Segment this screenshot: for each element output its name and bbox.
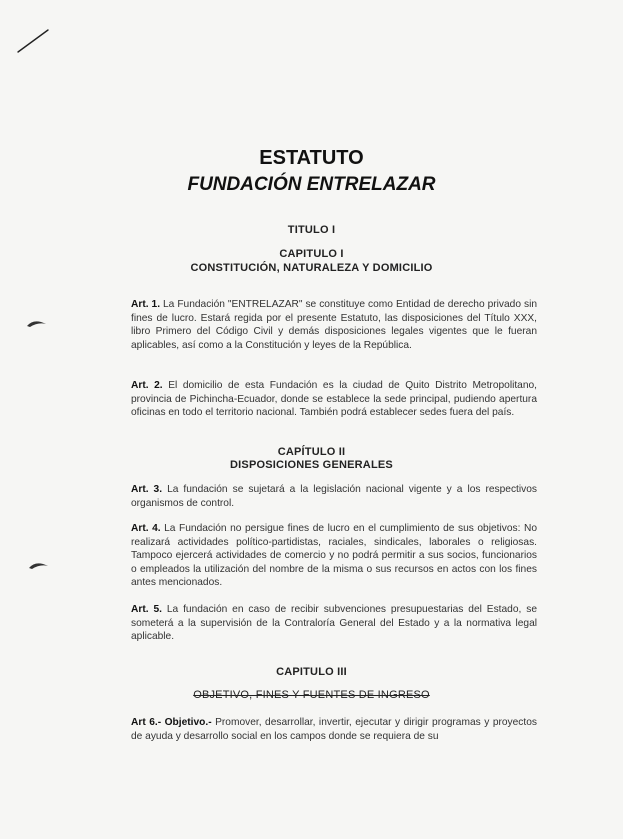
article-2-text: El domicilio de esta Fundación es la ciudad de Quito Distrito Metropolitano, provincia de Pichincha-Ecuador, donde se establece la sede principal, pudiendo apertura oficinas en todo el territorio nacional. También podrá establecer sedes fuera del país. bbox=[131, 380, 537, 418]
article-1-label: Art. 1. bbox=[131, 299, 161, 310]
article-4-text: La Fundación no persigue fines de lucro en el cumplimiento de sus objetivos: No realizará actividades político-partidistas, raciales, sindicales, laborales o religiosas. Tampoco ejercerá actividades de comercio y no podrá permitir a sus socios, funcionarios o empleados la utilización del nombre de la misma o sus recursos en actos con los fines antes mencionados. bbox=[131, 523, 537, 588]
article-3 bbox=[131, 483, 537, 510]
capitulo-i-label: CAPITULO I bbox=[279, 248, 344, 260]
article-3-text: La fundación se sujetará a la legislación nacional vigente y a los respectivos organismos de control. bbox=[131, 484, 537, 509]
document-title: ESTATUTO bbox=[259, 147, 364, 169]
article-4-label: Art. 4. bbox=[131, 523, 161, 534]
titulo-i-heading: TITULO I bbox=[287, 224, 336, 236]
article-2-label: Art. 2. bbox=[131, 380, 163, 391]
capitulo-ii-label: CAPÍTULO II bbox=[277, 446, 346, 458]
pen-stroke-mark bbox=[16, 28, 50, 54]
article-5 bbox=[131, 603, 537, 644]
document-subtitle: FUNDACIÓN ENTRELAZAR bbox=[187, 174, 436, 195]
article-6 bbox=[131, 716, 537, 743]
article-4 bbox=[131, 522, 537, 590]
capitulo-ii-name: DISPOSICIONES GENERALES bbox=[230, 459, 393, 471]
article-2 bbox=[131, 379, 537, 420]
hole-punch-mark-top bbox=[26, 318, 48, 328]
hole-punch-mark-bottom bbox=[28, 560, 50, 570]
article-6-text: Promover, desarrollar, invertir, ejecutar y dirigir programas y proyectos de ayuda y desarrollo social en los campos donde se requiera de su bbox=[131, 717, 537, 742]
capitulo-i-name: CONSTITUCIÓN, NATURALEZA Y DOMICILIO bbox=[190, 262, 433, 274]
article-5-text: La fundación en caso de recibir subvenciones presupuestarias del Estado, se someterá a la supervisión de la Contraloría General del Estado y a la normativa legal aplicable. bbox=[131, 604, 537, 642]
article-1 bbox=[131, 298, 537, 352]
article-6-label: Art 6.- Objetivo.- bbox=[131, 717, 212, 728]
article-1-text: La Fundación "ENTRELAZAR" se constituye como Entidad de derecho privado sin fines de lucro. Estará regida por el presente Estatuto, las disposiciones del Título XXX, libro Primero del Código Civil y demás disposiciones legales vigentes que le fueran aplicables, así como a la Constitución y leyes de la República. bbox=[131, 299, 538, 351]
article-5-label: Art. 5. bbox=[131, 604, 162, 615]
article-3-label: Art. 3. bbox=[131, 484, 163, 495]
capitulo-iii-name: OBJETIVO, FINES Y FUENTES DE INGRESO bbox=[193, 689, 430, 701]
capitulo-iii-label: CAPITULO III bbox=[276, 666, 347, 678]
